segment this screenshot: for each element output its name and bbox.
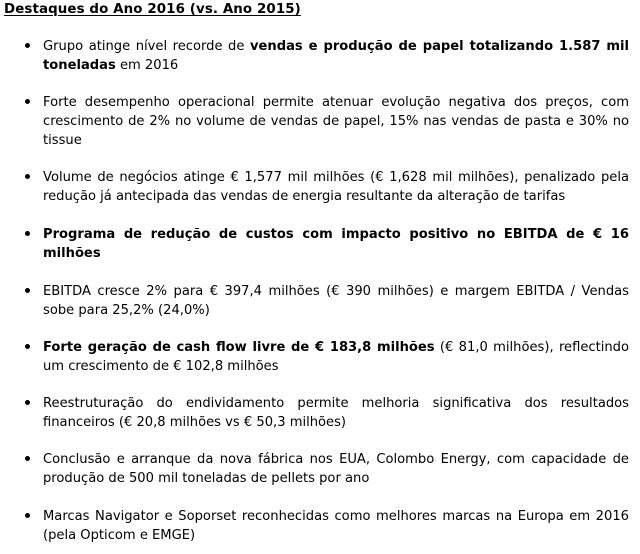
highlight-text: Reestruturação do endividamento permite melhoria significativa dos resultados financeiros (€ 20,8 milhões vs € 50,3 milhões) — [43, 396, 629, 430]
bullet-icon — [25, 344, 30, 349]
highlight-emphasis: vendas e produção de papel totalizando 1.587 mil toneladas — [43, 39, 629, 73]
bullet-icon — [25, 400, 30, 405]
bullet-icon — [25, 231, 30, 236]
highlight-text: Marcas Navigator e Soporset reconhecidas como melhores marcas na Europa em 2016 (pela Opticom e EMGE) — [43, 509, 629, 543]
highlight-text: Forte geração de cash flow livre de € 183,8 milhões (€ 81,0 milhões), reflectindo um crescimento de € 102,8 milhões — [43, 340, 629, 374]
bullet-icon — [25, 99, 30, 104]
highlight-text: Grupo atinge nível recorde de vendas e produção de papel totalizando 1.587 mil toneladas em 2016 — [43, 39, 629, 73]
highlight-emphasis: Forte geração de cash flow livre de € 183,8 milhões — [43, 340, 435, 355]
bullet-icon — [25, 43, 30, 48]
bullet-icon — [25, 456, 30, 461]
section-heading: Destaques do Ano 2016 (vs. Ano 2015) — [4, 2, 301, 17]
bullet-icon — [25, 174, 30, 179]
bullet-icon — [25, 513, 30, 518]
bullet-icon — [25, 288, 30, 293]
highlight-text: Programa de redução de custos com impacto positivo no EBITDA de € 16 milhões — [43, 227, 629, 261]
highlight-text: Volume de negócios atinge € 1,577 mil milhões (€ 1,628 mil milhões), penalizado pela redução já antecipada das vendas de energia resultante da alteração de tarifas — [43, 170, 629, 204]
highlight-text: EBITDA cresce 2% para € 397,4 milhões (€ 390 milhões) e margem EBITDA / Vendas sobe para 25,2% (24,0%) — [43, 284, 629, 318]
highlight-text: Conclusão e arranque da nova fábrica nos EUA, Colombo Energy, com capacidade de produção de 500 mil toneladas de pellets por ano — [43, 452, 629, 486]
highlight-text: Forte desempenho operacional permite atenuar evolução negativa dos preços, com crescimento de 2% no volume de vendas de papel, 15% nas vendas de pasta e 30% no tissue — [43, 95, 629, 148]
